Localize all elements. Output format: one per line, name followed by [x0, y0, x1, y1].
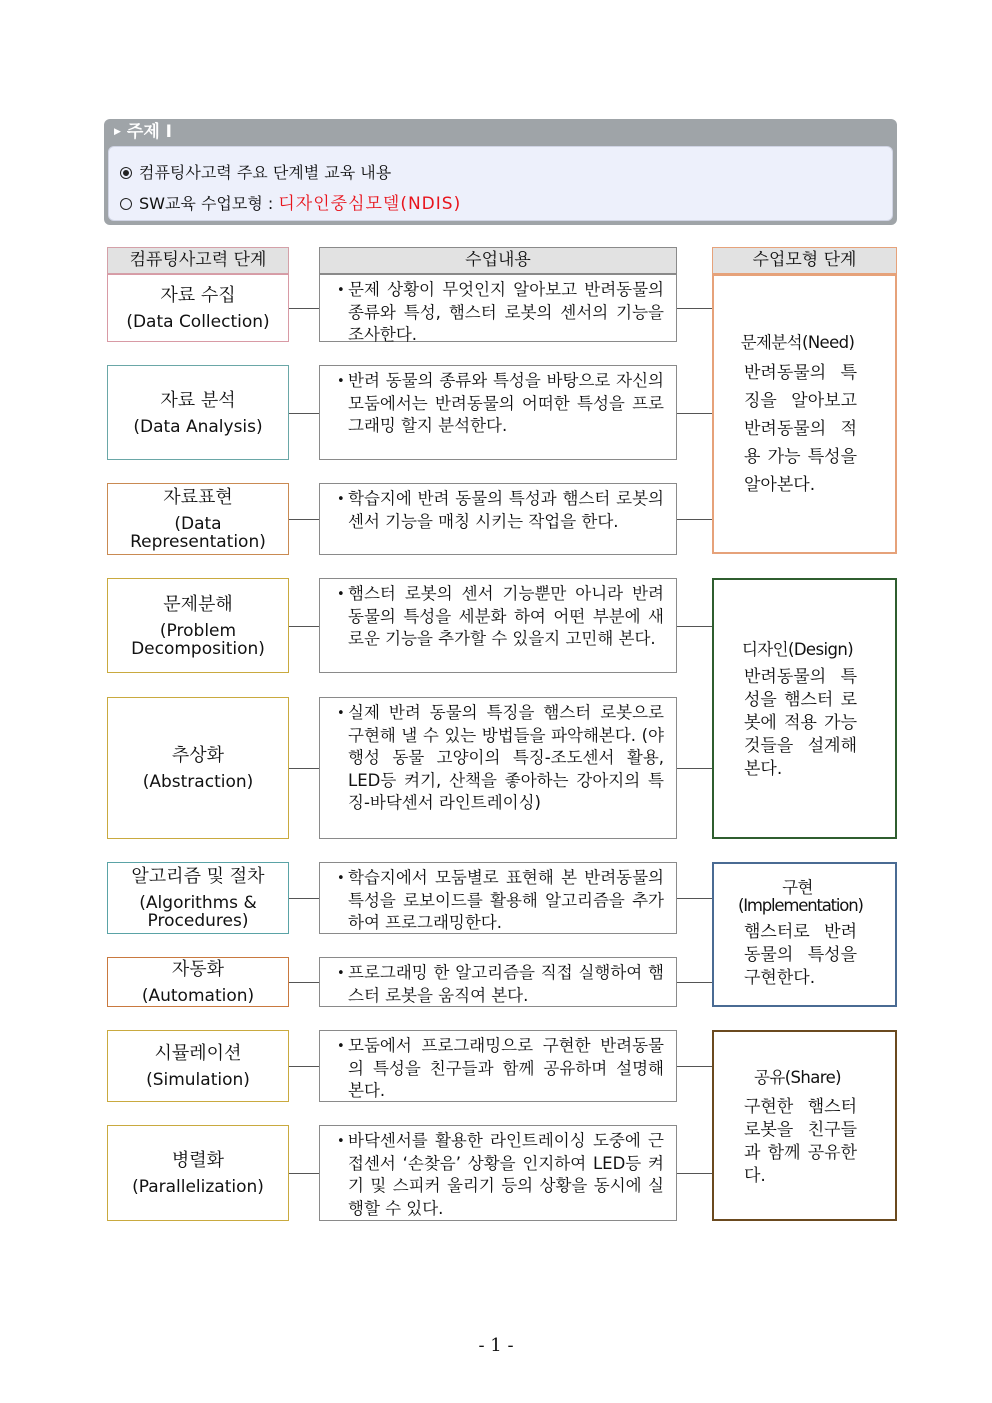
bullet-icon: •	[337, 492, 345, 507]
header-computational-thinking: 컴퓨팅사고력 단계	[107, 247, 289, 274]
lesson-content-box	[319, 483, 677, 555]
lesson-content-box	[319, 578, 677, 673]
connector-line	[289, 413, 319, 414]
stage-box	[107, 697, 289, 839]
lesson-content-text: 바닥센서를 활용한 라인트레이싱 도중에 근접센서 ‘손찾음’ 상황을 인지하여 LED등 켜기 및 스피커 울리기 등의 상황을 동시에 실행할 수 있다.	[348, 1131, 664, 1218]
stage-name: 알고리즘 및 절차	[131, 866, 265, 887]
connector-line	[677, 898, 712, 899]
stage-box	[107, 274, 289, 342]
topic-line-2	[120, 189, 461, 214]
model-description: 구현한 햄스터 로봇을 친구들과 함께 공유한다.	[744, 1096, 857, 1186]
stage-box	[107, 365, 289, 460]
bullet-icon: •	[337, 374, 345, 389]
stage-name: 자료 분석	[160, 389, 236, 411]
topic-line-1	[120, 160, 391, 183]
bullet-icon: •	[337, 283, 345, 298]
bullet-icon: •	[337, 966, 345, 981]
stage-name-en: (Abstraction)	[142, 772, 254, 792]
topic-heading	[104, 119, 897, 145]
connector-line	[677, 1173, 712, 1174]
bullet-icon: •	[337, 871, 345, 886]
lesson-model-box	[712, 1030, 897, 1221]
stage-name: 시뮬레이션	[154, 1043, 242, 1064]
lesson-content-box	[319, 274, 677, 342]
topic-line-2-prefix: SW교육 수업모형 :	[139, 194, 274, 213]
connector-line	[289, 982, 319, 983]
stage-box	[107, 483, 289, 555]
lesson-content-text: 프로그래밍 한 알고리즘을 직접 실행하여 햄스터 로봇을 움직여 본다.	[348, 963, 664, 1005]
connector-line	[289, 519, 319, 520]
lesson-content-box	[319, 957, 677, 1007]
connector-line	[677, 413, 712, 414]
model-title: 구현	[782, 878, 813, 897]
radio-selected-icon	[120, 167, 132, 179]
topic-line-2-highlight: 디자인중심모델(NDIS)	[278, 194, 462, 214]
connector-line	[677, 519, 712, 520]
bullet-icon: •	[337, 1134, 345, 1149]
lesson-content-text: 문제 상황이 무엇인지 알아보고 반려동물의 종류와 특성, 햄스터 로봇의 센서의 기능을 조사한다.	[348, 280, 664, 344]
arrow-right-icon: ▶	[114, 127, 121, 137]
connector-line	[677, 768, 712, 769]
connector-line	[677, 1066, 712, 1067]
lesson-content-text: 모둠에서 프로그래밍으로 구현한 반려동물의 특성을 친구들과 함께 공유하며 설명해 본다.	[348, 1036, 664, 1100]
model-description: 반려동물의 특징을 알아보고 반려동물의 적용 가능 특성을 알아본다.	[744, 363, 857, 495]
stage-name: 문제분해	[163, 593, 233, 615]
stage-name-en: (Algorithms & Procedures)	[139, 893, 257, 931]
lesson-content-box	[319, 697, 677, 839]
bullet-icon: •	[337, 587, 345, 602]
lesson-content-text: 학습지에 반려 동물의 특성과 햄스터 로봇의 센서 기능을 매칭 시키는 작업을 한다.	[348, 489, 664, 531]
lesson-content-text: 학습지에서 모둠별로 표현해 본 반려동물의 특성을 로보이드를 활용해 알고리즘을 추가하여 프로그래밍한다.	[348, 868, 664, 932]
bullet-icon: •	[337, 706, 345, 721]
lesson-content-box	[319, 365, 677, 460]
topic-line-1-text: 컴퓨팅사고력 주요 단계별 교육 내용	[139, 163, 392, 182]
connector-line	[289, 1173, 319, 1174]
page-number: - 1 -	[478, 1335, 514, 1356]
lesson-content-text: 햄스터 로봇의 센서 기능뿐만 아니라 반려 동물의 특성을 세분화 하여 어떤 부분에 새로운 기능을 추가할 수 있을지 고민해 본다.	[348, 584, 664, 648]
stage-name-en: (Parallelization)	[132, 1177, 264, 1197]
stage-box	[107, 1125, 289, 1221]
stage-name: 자료 수집	[160, 285, 236, 306]
stage-box	[107, 957, 289, 1007]
lesson-content-box	[319, 1030, 677, 1102]
stage-name: 자료표현	[163, 487, 233, 508]
connector-line	[677, 308, 712, 309]
lesson-content-box	[319, 862, 677, 934]
connector-line	[289, 626, 319, 627]
stage-name-en: (Problem Decomposition)	[131, 620, 265, 659]
header-lesson-content: 수업내용	[319, 247, 677, 274]
lesson-content-text: 실제 반려 동물의 특징을 햄스터 로봇으로 구현해 낼 수 있는 방법들을 파악해본다. (야행성 동물 고양이의 특징-조도센서 활용, LED등 켜기, 산책을 좋아하는 강아지의 특징-바닥센서 라인트레이싱)	[348, 703, 664, 812]
model-title: 디자인(Design)	[741, 640, 854, 659]
model-title: 문제분석(Need)	[740, 333, 855, 352]
stage-name-en: (Automation)	[141, 986, 255, 1006]
model-title: 공유(Share)	[754, 1067, 841, 1087]
stage-name-en: (Simulation)	[146, 1070, 250, 1090]
model-description: 반려동물의 특성을 햄스터 로봇에 적용 가능 것들을 설계해 본다.	[744, 667, 857, 779]
stage-name-en: (Data Analysis)	[133, 416, 263, 437]
lesson-model-box	[712, 578, 897, 839]
stage-name: 병렬화	[171, 1150, 225, 1171]
stage-name: 자동화	[171, 959, 225, 980]
connector-line	[289, 898, 319, 899]
connector-line	[677, 626, 712, 627]
model-title-en: (Implementation)	[738, 896, 863, 915]
topic-heading-text: 주제 I	[126, 122, 173, 142]
lesson-model-box	[712, 274, 897, 554]
stage-name-en: (Data Representation)	[130, 514, 266, 552]
stage-box	[107, 862, 289, 934]
header-lesson-model: 수업모형 단계	[712, 247, 897, 274]
stage-box	[107, 1030, 289, 1102]
radio-empty-icon	[120, 198, 132, 210]
model-description: 햄스터로 반려동물의 특성을 구현한다.	[744, 922, 857, 988]
connector-line	[289, 768, 319, 769]
stage-name-en: (Data Collection)	[126, 312, 270, 332]
connector-line	[289, 1066, 319, 1067]
bullet-icon: •	[337, 1039, 345, 1054]
connector-line	[677, 982, 712, 983]
connector-line	[289, 308, 319, 309]
stage-box	[107, 578, 289, 673]
stage-name: 추상화	[171, 745, 225, 766]
lesson-content-box	[319, 1125, 677, 1221]
lesson-content-text: 반려 동물의 종류와 특성을 바탕으로 자신의 모둠에서는 반려동물의 어떠한 특성을 프로그래밍 할지 분석한다.	[348, 371, 664, 435]
lesson-model-box	[712, 862, 897, 1007]
